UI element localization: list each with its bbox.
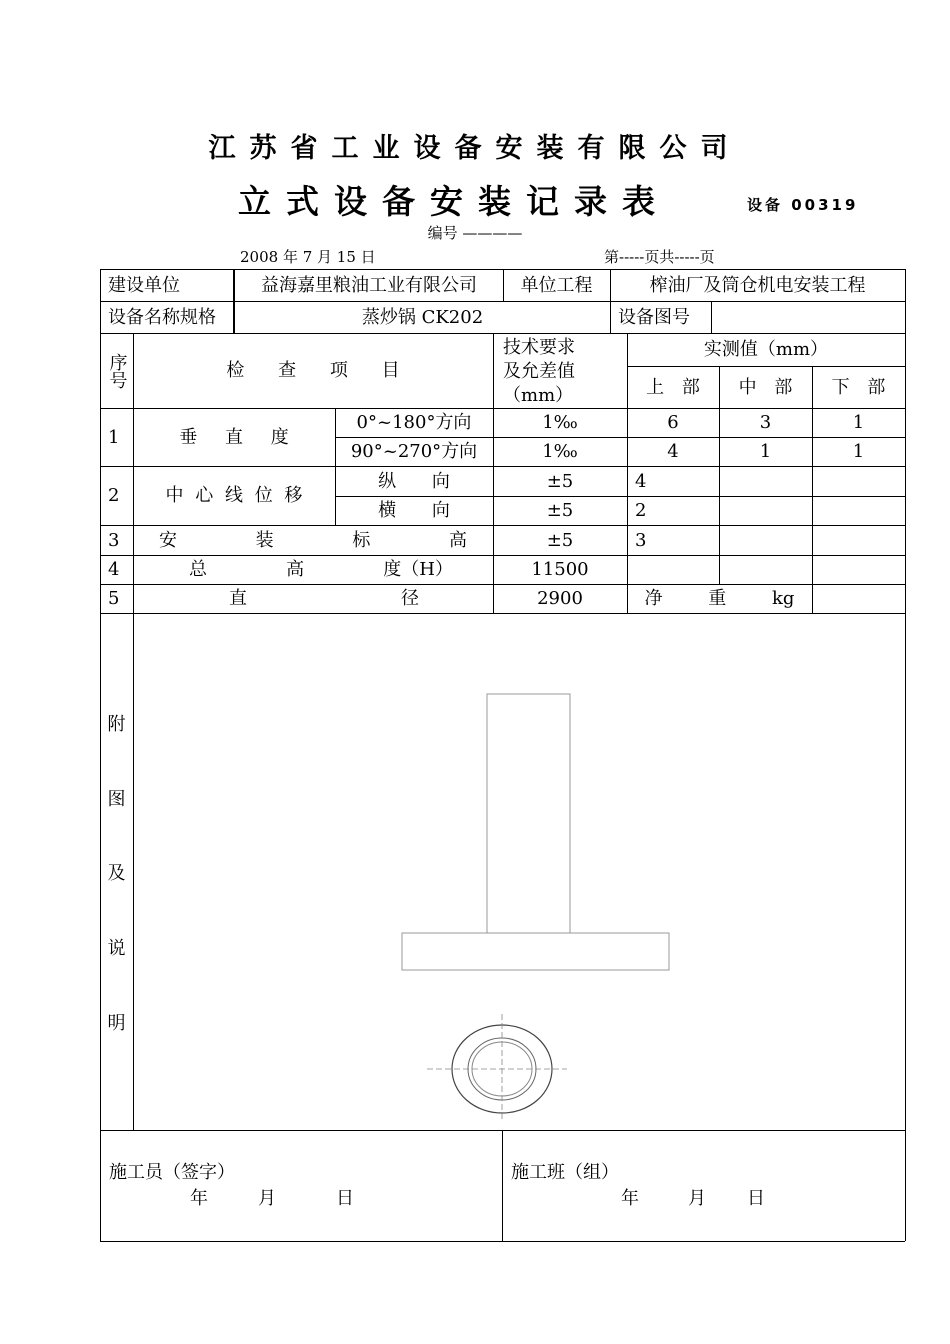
tolerance-header (503, 336, 623, 408)
row2a-tol: ±5 (546, 470, 574, 492)
unit-value: 榨油厂及筒仓机电安装工程 (649, 274, 866, 296)
row5-no: 5 (108, 588, 120, 609)
row4-item-part: 度（H） (383, 559, 453, 580)
team-date-month: 月 (688, 1188, 706, 1209)
upper-header: 上 部 (646, 376, 700, 398)
tolerance-header-line1: 技术要求 (503, 337, 575, 358)
row1b-lower: 1 (852, 441, 865, 462)
appendix-char: 图 (107, 789, 126, 810)
tolerance-header-line2: 及允差值 (503, 361, 575, 382)
row4-item (133, 556, 493, 584)
tolerance-header-line3: （mm） (503, 385, 574, 406)
vessel-body (487, 694, 570, 933)
middle-header: 中 部 (738, 376, 793, 398)
team-date-day: 日 (747, 1188, 765, 1209)
equipment-label: 设备名称规格 (108, 306, 216, 328)
row5-item (133, 585, 493, 613)
row3-tol: ±5 (546, 529, 574, 551)
appendix-char: 说 (107, 938, 126, 959)
row2b-upper: 2 (635, 500, 647, 521)
row2-no: 2 (108, 485, 120, 506)
row5-item-part: 径 (401, 588, 419, 609)
row5-item-part: 直 (229, 588, 247, 609)
row2-item: 中 心 线 位 移 (165, 485, 303, 506)
row4-tol: 11500 (531, 559, 589, 580)
row5-tol: 2900 (537, 588, 583, 609)
row3-item-part: 安 (159, 529, 177, 551)
worker-signature-label: 施工员（签字） (109, 1162, 235, 1183)
lower-header: 下 部 (831, 376, 886, 398)
row2a-middle (719, 467, 812, 496)
seq-header: 序号 (106, 353, 128, 389)
measured-header: 实测值（mm） (703, 339, 829, 360)
worker-date-day: 日 (336, 1188, 354, 1209)
owner-label: 建设单位 (108, 274, 180, 296)
row1b-upper: 4 (667, 441, 679, 462)
row3-item-part: 高 (448, 529, 467, 551)
worker-date-year: 年 (190, 1188, 208, 1209)
appendix-char: 明 (107, 1013, 126, 1034)
row1a-name: 0°~180°方向 (356, 412, 472, 433)
row2b-lower (812, 497, 905, 525)
row1-no: 1 (108, 426, 120, 448)
row1b-tol: 1‰ (542, 441, 578, 462)
row2b-name: 横 向 (378, 500, 450, 521)
unit-label: 单位工程 (520, 274, 593, 296)
equipment-value: 蒸炒锅 CK202 (361, 306, 484, 328)
team-date-year: 年 (621, 1188, 639, 1209)
row3-no: 3 (108, 529, 120, 551)
row2a-name: 纵 向 (378, 470, 450, 492)
row3-item-part: 标 (352, 529, 371, 551)
appendix-char: 及 (107, 863, 126, 884)
row3-item-part: 装 (255, 529, 274, 551)
form-title: 立式设备安装记录表 (238, 182, 670, 221)
equipment-sketch (134, 614, 904, 1129)
serial-number: 编号 ———— (427, 224, 523, 242)
row2a-upper: 4 (635, 470, 647, 492)
row2a-lower (812, 467, 905, 496)
row3-middle (719, 526, 812, 555)
row5-weight-label: 净 重 kg (644, 588, 795, 609)
row4-upper (627, 556, 719, 584)
row4-item-part: 高 (286, 559, 305, 580)
row2b-tol: ±5 (546, 500, 574, 521)
row3-lower (812, 526, 905, 555)
row1a-middle: 3 (759, 412, 772, 433)
row1a-tol: 1‰ (542, 412, 578, 433)
row1b-name: 90°~270°方向 (350, 441, 478, 462)
record-date: 2008 年 7 月 15 日 (240, 248, 376, 266)
company-name: 江苏省工业设备安装有限公司 (208, 133, 742, 164)
row1-item: 垂 直 度 (179, 426, 289, 448)
row4-no: 4 (108, 559, 120, 580)
worker-date-month: 月 (258, 1188, 276, 1209)
row2b-middle (719, 497, 812, 525)
vessel-base (402, 933, 669, 970)
row1a-lower: 1 (852, 412, 865, 433)
page-number: 第-----页共-----页 (604, 248, 715, 266)
item-header: 检 查 项 目 (226, 360, 400, 381)
form-code: 设备 00319 (747, 196, 859, 214)
drawing-value (711, 302, 905, 333)
row1a-upper: 6 (667, 412, 679, 433)
row3-upper: 3 (635, 529, 647, 551)
drawing-label: 设备图号 (618, 306, 690, 328)
row4-middle (719, 556, 812, 584)
row5-weight-value (812, 585, 905, 613)
appendix-char: 附 (107, 714, 126, 735)
row3-item (133, 526, 493, 555)
row4-item-part: 总 (189, 559, 207, 580)
row4-lower (812, 556, 905, 584)
team-label: 施工班（组） (511, 1162, 619, 1183)
owner-value: 益海嘉里粮油工业有限公司 (261, 274, 477, 296)
row1b-middle: 1 (759, 441, 772, 462)
